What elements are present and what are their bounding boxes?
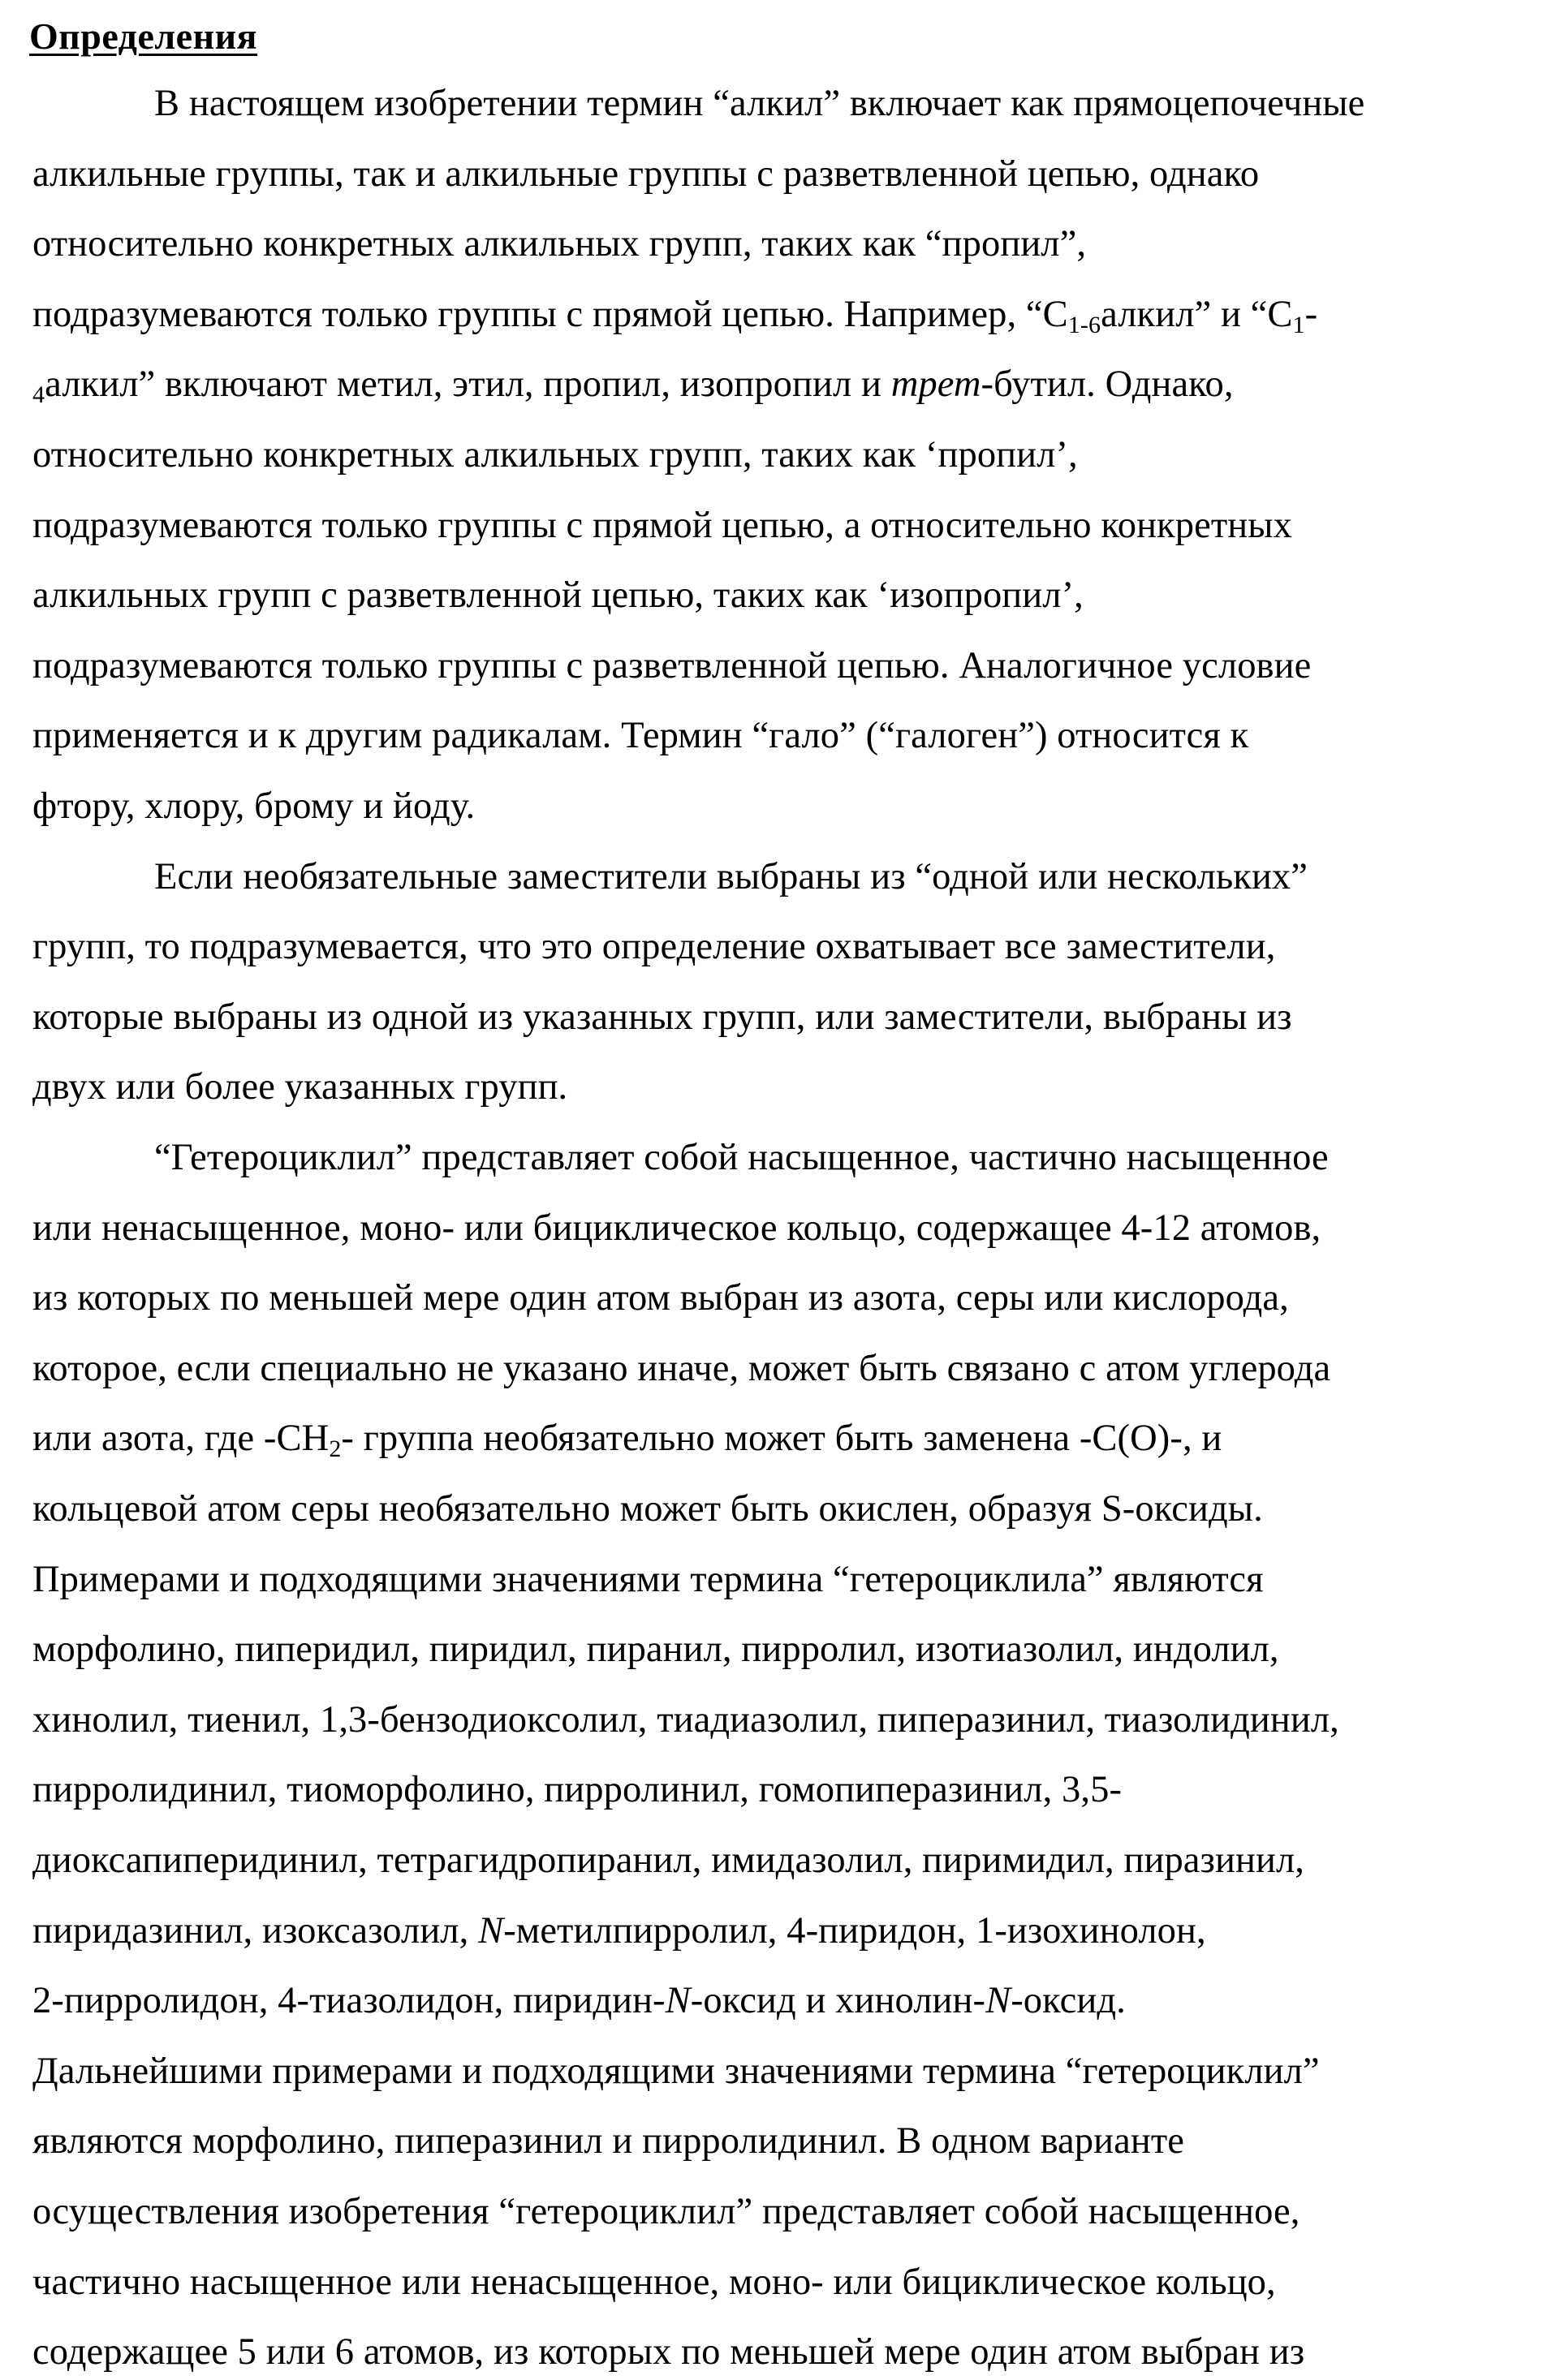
text-line — [32, 1838, 1304, 1883]
text-run: или азота, где -CH — [32, 1418, 330, 1460]
text-line — [32, 433, 1078, 478]
text-run: алкильных групп с разветвленной цепью, таких как ‘изопропил’, — [32, 575, 1084, 617]
text-line — [32, 924, 1275, 970]
text-run: “Гетероциклил” представляет собой насыщенное, частично насыщенное — [154, 1137, 1329, 1178]
text-line — [32, 2260, 1276, 2305]
text-run: являются морфолино, пиперазинил и пирролидинил. В одном варианте — [32, 2120, 1184, 2163]
text-line — [32, 784, 475, 829]
text-run: подразумеваются только группы с прямой цепью. Например, “C — [32, 293, 1068, 335]
italic-text: N — [478, 1909, 504, 1952]
text-run: двух или более указанных групп. — [32, 1066, 568, 1108]
italic-text: N — [985, 1980, 1011, 2022]
text-line — [32, 362, 1234, 418]
text-run: групп, то подразумевается, что это определение охватывает все заместители, — [32, 926, 1276, 968]
text-line — [32, 1065, 567, 1110]
text-run: 2-пирролидон, 4-тиазолидон, пиридин- — [32, 1980, 666, 2022]
section-heading: Определения — [29, 15, 257, 57]
text-run: которые выбраны из одной из указанных групп, или заместители, выбраны из — [32, 996, 1292, 1038]
text-run: подразумеваются только группы с прямой цепью, а относительно конкретных — [32, 504, 1292, 546]
text-line — [32, 1557, 1264, 1603]
text-run: осуществления изобретения “гетероциклил” представляет собой насыщенное, — [32, 2191, 1300, 2232]
text-line — [32, 995, 1292, 1040]
text-line — [154, 854, 1308, 900]
text-run: -оксид. — [1011, 1980, 1126, 2022]
text-line — [32, 1909, 1206, 1954]
text-run: кольцевой атом серы необязательно может быть окислен, образуя S-оксиды. — [32, 1488, 1263, 1530]
text-run: - — [1304, 293, 1318, 335]
text-run: подразумеваются только группы с разветвленной цепью. Аналогичное условие — [32, 644, 1312, 686]
text-line — [32, 503, 1292, 549]
text-run: алкил” и “C — [1101, 293, 1293, 335]
italic-text: трет — [890, 364, 981, 406]
text-run: пиридазинил, изоксазолил, — [32, 1909, 479, 1952]
text-line — [32, 292, 1317, 348]
text-run: -метилпирролил, 4-пиридон, 1-изохинолон, — [503, 1909, 1206, 1952]
text-run: алкил” включают метил, этил, пропил, изопропил и — [45, 364, 891, 406]
text-line — [32, 643, 1311, 689]
text-run: которое, если специально не указано иначе, может быть связано с атом углерода — [32, 1347, 1331, 1389]
text-run: В настоящем изобретении термин “алкил” включает как прямоцепочечные — [154, 83, 1365, 124]
text-line — [32, 1767, 1122, 1813]
text-run: пирролидинил, тиоморфолино, пирролинил, гомопиперазинил, 3,5- — [32, 1769, 1123, 1811]
text-line — [32, 2189, 1300, 2235]
text-run: содержащее 5 или 6 атомов, из которых по меньшей мере один атом выбран из — [32, 2331, 1305, 2374]
text-run: относительно конкретных алкильных групп, таких как ‘пропил’, — [32, 434, 1078, 476]
text-line — [32, 1206, 1321, 1251]
text-line — [32, 2049, 1320, 2094]
text-run: -бутил. Однако, — [981, 364, 1234, 406]
text-line — [32, 1487, 1263, 1532]
subscript: 1-6 — [1067, 311, 1101, 338]
text-line — [32, 2119, 1184, 2164]
text-line — [32, 573, 1084, 618]
text-run: частично насыщенное или ненасыщенное, моно- или бициклическое кольцо, — [32, 2261, 1276, 2303]
text-run: хинолил, тиенил, 1,3-бензодиоксолил, тиадиазолил, пиперазинил, тиазолидинил, — [32, 1698, 1339, 1741]
italic-text: N — [665, 1980, 691, 2022]
subscript: 4 — [32, 381, 45, 409]
text-run: Если необязательные заместители выбраны из “одной или нескольких” — [154, 855, 1308, 897]
text-line — [32, 1276, 1289, 1321]
text-run: Дальнейшими примерами и подходящими значениями термина “гетероциклил” — [32, 2050, 1320, 2092]
text-line — [32, 1627, 1279, 1672]
text-line — [32, 2330, 1304, 2375]
text-run: Примерами и подходящими значениями термина “гетероциклила” являются — [32, 1558, 1264, 1600]
text-run: применяется и к другим радикалам. Термин “гало” (“галоген”) относится к — [32, 715, 1249, 757]
text-run: диоксапиперидинил, тетрагидропиранил, имидазолил, пиримидил, пиразинил, — [32, 1840, 1304, 1881]
text-line — [32, 222, 1086, 267]
text-line — [32, 1416, 1222, 1472]
text-line — [32, 152, 1259, 197]
text-run: относительно конкретных алкильных групп, таких как “пропил”, — [32, 223, 1087, 265]
text-line — [154, 81, 1364, 127]
text-run: фтору, хлору, брому и йоду. — [32, 785, 476, 827]
text-line — [32, 1346, 1330, 1392]
subscript: 1 — [1292, 311, 1305, 338]
text-run: алкильные группы, так и алкильные группы с разветвленной цепью, однако — [32, 153, 1260, 195]
text-run: -оксид и хинолин- — [690, 1980, 986, 2022]
text-run: - группа необязательно может быть заменена -C(O)-, и — [341, 1418, 1222, 1460]
text-run: или ненасыщенное, моно- или бициклическое кольцо, содержащее 4-12 атомов, — [32, 1207, 1321, 1249]
text-line — [32, 713, 1248, 759]
text-run: морфолино, пиперидил, пиридил, пиранил, пирролил, изотиазолил, индолил, — [32, 1629, 1279, 1671]
text-line — [154, 1135, 1329, 1181]
text-line — [32, 1978, 1126, 2024]
subscript: 2 — [329, 1435, 342, 1463]
text-run: из которых по меньшей мере один атом выбран из азота, серы или кислорода, — [32, 1277, 1289, 1319]
text-line — [32, 1698, 1339, 1743]
